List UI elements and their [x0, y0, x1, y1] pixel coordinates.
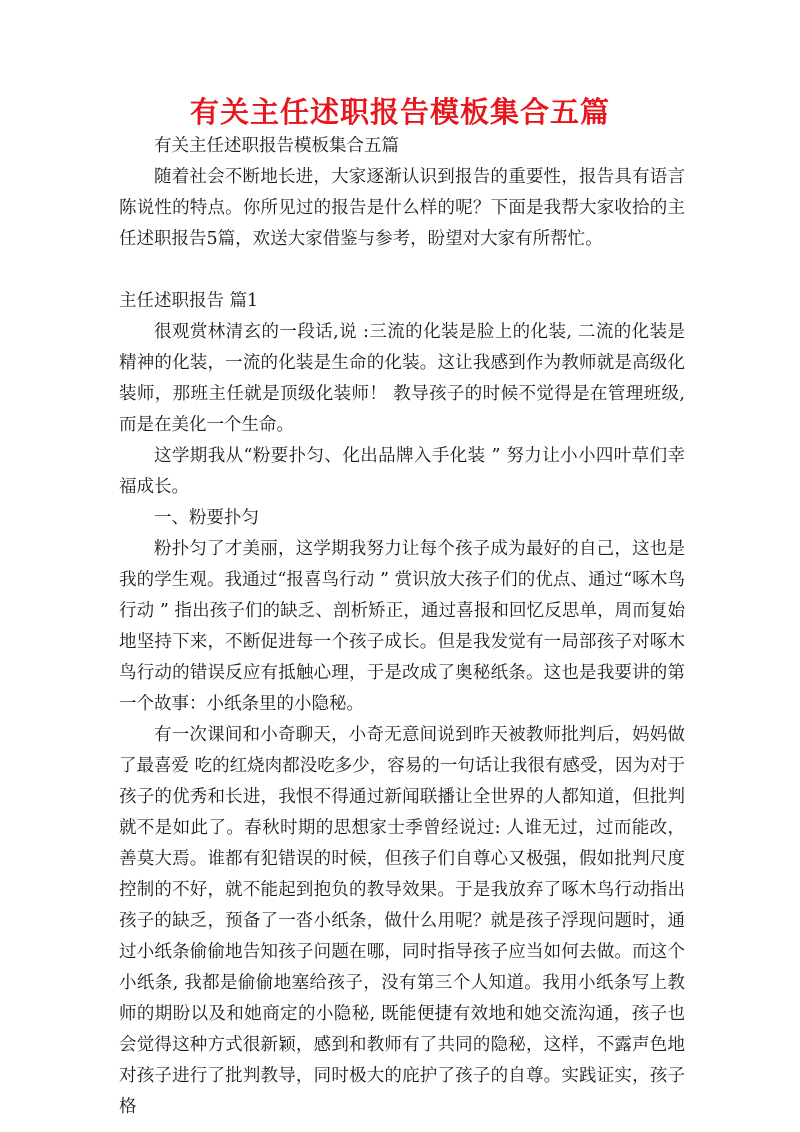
document-title: 有关主任述职报告模板集合五篇: [189, 95, 610, 129]
subsection-heading: 一、粉要扑匀: [154, 508, 259, 528]
section-heading: 主任述职报告 篇1: [119, 291, 259, 311]
paragraph-story: 有一次课间和小奇聊天，小奇无意间说到昨天被教师批判后，妈妈做了最喜爱 吃的红烧肉都没吃多少，容易的一句话让我很有感受，因为对于孩子的优秀和长进，我恨不得通过新闻联播让全世界的人都知道，但批判就不是如此了。春秋时期的思想家士季曾经说过: 人谁无过，过而能改，善莫大焉。谁都有犯错误的时候，但孩子们自尊心又极强，假如批判尺度控制的不好，就不能起到抱负的教导效果。于是我放弃了啄木鸟行动指出孩子的缺乏，预备了一沓小纸条，做什么用呢？就是孩子浮现问题时，通过小纸条偷偷地告知孩子问题在哪，同时指导孩子应当如何去做。而这个小纸条, 我都是偷偷地塞给孩子，没有第三个人知道。我用小纸条写上教师的期盼以及和她商定的小隐秘, 既能便捷有效地和她交流沟通，孩子也会觉得这种方式很新颖，感到和教师有了共同的隐秘，这样，不露声色地对孩子进行了批判教导，同时极大的庇护了孩子的自尊。实践证实，孩子格: [119, 725, 685, 1117]
paragraph-semester: 这学期我从“粉要扑匀、化出品牌入手化装 ” 努力让小小四叶草们幸福成长。: [119, 446, 685, 497]
paragraph-spacer: [119, 255, 685, 286]
document-body: [119, 131, 685, 1123]
paragraph-quote: 很观赏林清玄的一段话,说 :三流的化装是脸上的化装, 二流的化装是精神的化装，一流的化装是生命的化装。这让我感到作为教师就是高级化装师，那班主任就是顶级化装师！ 教导孩子的时候不觉得是在管理班级, 而是在美化一个生命。: [119, 322, 685, 435]
paragraph-subtitle: 有关主任述职报告模板集合五篇: [154, 136, 399, 156]
paragraph-intro: 随着社会不断地长进，大家逐渐认识到报告的重要性，报告具有语言陈说性的特点。你所见过的报告是什么样的呢？下面是我帮大家收拾的主任述职报告5篇，欢送大家借鉴与参考，盼望对大家有所帮忙。: [119, 167, 685, 249]
paragraph-powder: 粉扑匀了才美丽，这学期我努力让每个孩子成为最好的自己，这也是我的学生观。我通过“报喜鸟行动 ” 赏识放大孩子们的优点、通过“啄木鸟行动 ” 指出孩子们的缺乏、剖析矫正，通过喜报和回忆反思单，周而复始地坚持下来，不断促进每一个孩子成长。但是我发觉有一局部孩子对啄木鸟行动的错误反应有抵触心理，于是改成了奥秘纸条。这也是我要讲的第一个故事：小纸条里的小隐秘。: [119, 539, 685, 714]
